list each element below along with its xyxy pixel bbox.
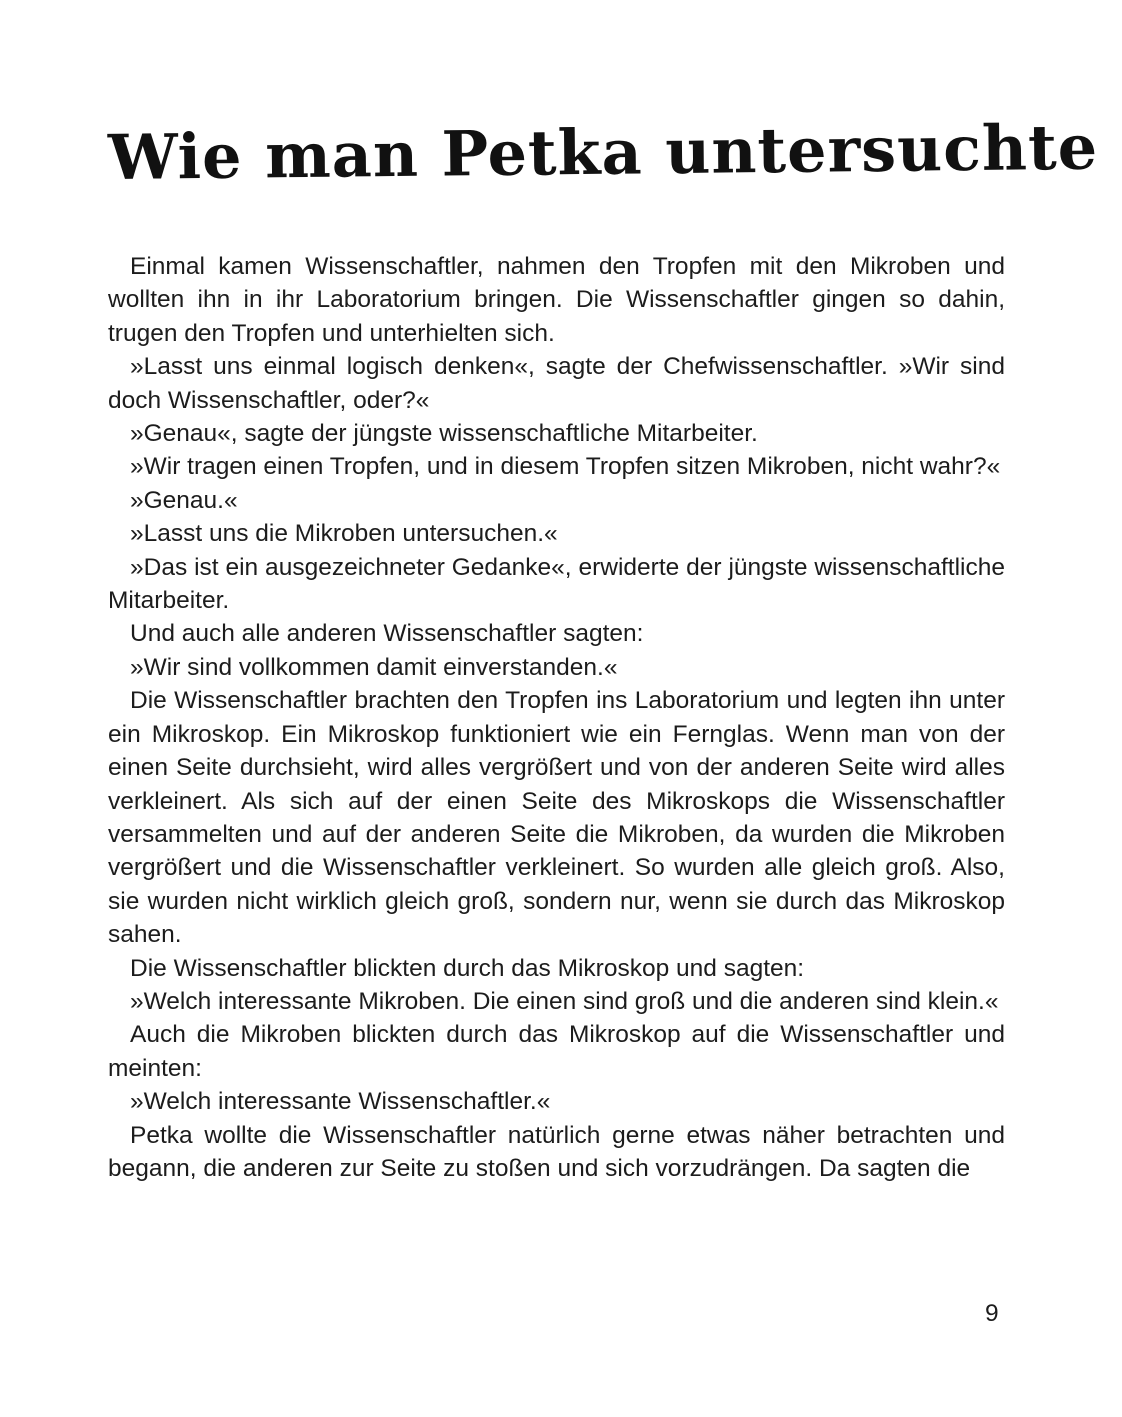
paragraph: »Lasst uns einmal logisch denken«, sagte der Chefwissenschaftler. »Wir sind doch Wissenschaftler, oder?« [108,353,1005,414]
paragraph: Und auch alle anderen Wissenschaftler sagten: [130,620,644,648]
paragraph: Die Wissenschaftler blickten durch das Mikroskop und sagten: [130,954,805,982]
paragraph: Die Wissenschaftler brachten den Tropfen ins Laboratorium und legten ihn unter ein Mikroskop. Ein Mikroskop funktioniert wie ein Fernglas. Wenn man von der einen Seite durchsieht, wird alles vergrößert und von der anderen Seite wird alles verkleinert. Als sich auf der einen Seite des Mikroskops die Wissenschaftler versammelten und auf der anderen Seite die Mikroben, da wurden die Mikroben vergrößert und die Wissenschaftler verkleinert. So wurden alle gleich groß. Also, sie wurden nicht wirklich gleich groß, sondern nur, wenn sie durch das Mikroskop sahen. [108,687,1005,949]
paragraph: »Welch interessante Mikroben. Die einen sind groß und die anderen sind klein.« [130,987,999,1015]
paragraph: Petka wollte die Wissenschaftler natürlich gerne etwas näher betrachten und begann, die anderen zur Seite zu stoßen und sich vorzudrängen. Da sagten die [108,1121,1005,1182]
paragraph: »Wir sind vollkommen damit einverstanden.« [130,653,618,681]
paragraph: Einmal kamen Wissenschaftler, nahmen den Tropfen mit den Mikroben und wollten ihn in ihr Laboratorium bringen. Die Wissenschaftler gingen so dahin, trugen den Tropfen und unterhielten sich. [108,253,1005,347]
paragraph: »Lasst uns die Mikroben untersuchen.« [130,520,558,548]
chapter-title: Wie man Petka untersuchte [107,110,1099,194]
paragraph: »Genau«, sagte der jüngste wissenschaftliche Mitarbeiter. [130,420,758,448]
body-text [108,250,1005,1185]
paragraph: »Wir tragen einen Tropfen, und in diesem Tropfen sitzen Mikroben, nicht wahr?« [130,453,1001,481]
paragraph: »Welch interessante Wissenschaftler.« [130,1088,551,1116]
paragraph: »Genau.« [130,486,238,514]
page-number: 9 [985,1300,999,1327]
paragraph: »Das ist ein ausgezeichneter Gedanke«, erwiderte der jüngste wissenschaftliche Mitarbeiter. [108,553,1005,615]
paragraph: Auch die Mikroben blickten durch das Mikroskop auf die Wissenschaftler und meinten: [108,1021,1005,1082]
